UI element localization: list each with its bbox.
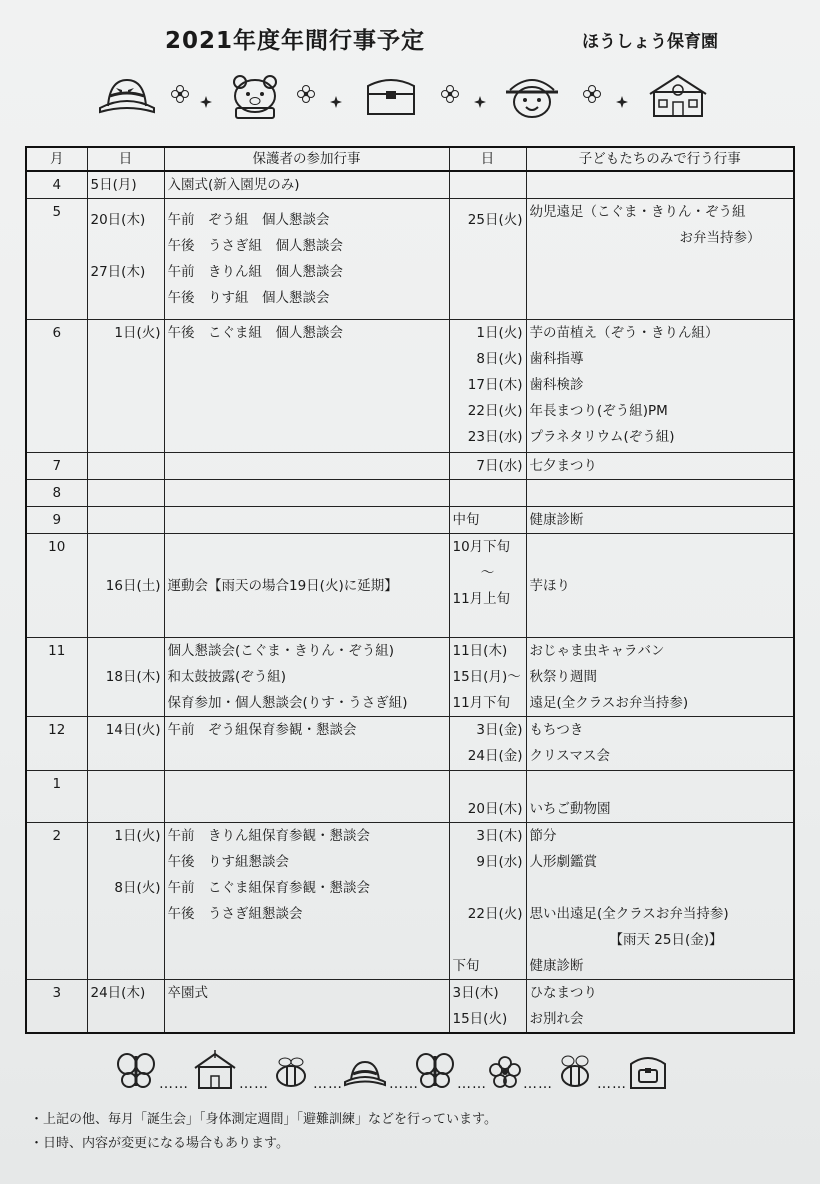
child-event-cell: おじゃま虫キャラバン 秋祭り週間 遠足(全クラスお弁当持参) <box>526 638 794 717</box>
month-cell: 11 <box>26 638 87 717</box>
month-cell: 10 <box>26 534 87 638</box>
child-day-cell: 25日(火) <box>449 199 526 320</box>
header-child-events: 子どもたちのみで行う行事 <box>526 147 794 171</box>
footer-notes <box>30 1108 497 1156</box>
table-row-december <box>26 717 794 771</box>
school-name: ほうしょう保育園 <box>582 32 718 52</box>
star-icon <box>330 96 342 108</box>
hat-icon <box>94 74 160 118</box>
bee-icon <box>271 1056 311 1088</box>
child-day-cell: 7日(水) <box>449 453 526 480</box>
table-row-november <box>26 638 794 717</box>
child-event-cell: 七夕まつり <box>526 453 794 480</box>
page-title: 2021年度年間行事予定 <box>165 28 426 54</box>
parent-event-cell <box>164 480 449 507</box>
school-icon <box>193 1050 237 1090</box>
table-row-march <box>26 980 794 1034</box>
child-event-cell: いちご動物園 <box>526 771 794 823</box>
child-event-cell <box>526 480 794 507</box>
month-cell: 3 <box>26 980 87 1034</box>
header-decoration <box>90 70 720 124</box>
flower-icon <box>296 84 316 104</box>
footer-dots: …… <box>523 1076 553 1092</box>
table-row-april <box>26 171 794 199</box>
flower-icon <box>440 84 460 104</box>
parent-day-cell <box>87 507 164 534</box>
header-month: 月 <box>26 147 87 171</box>
child-day-cell: 3日(木) 15日(火) <box>449 980 526 1034</box>
child-event-cell: 健康診断 <box>526 507 794 534</box>
footer-dots: …… <box>457 1076 487 1092</box>
parent-day-cell <box>87 453 164 480</box>
parent-event-cell: 卒園式 <box>164 980 449 1034</box>
parent-day-cell: 5日(月) <box>87 171 164 199</box>
bag-icon <box>362 74 420 118</box>
butterfly-icon <box>415 1050 455 1090</box>
parent-event-cell: 午前 きりん組保育参観・懇談会 午後 りす組懇談会 午前 こぐま組保育参観・懇談会 午後 うさぎ組懇談会 <box>164 823 449 980</box>
header-parent-events: 保護者の参加行事 <box>164 147 449 171</box>
month-cell: 6 <box>26 320 87 453</box>
table-row-june <box>26 320 794 453</box>
child-event-cell: 芋ほり <box>526 534 794 638</box>
parent-event-cell: 午前 ぞう組保育参観・懇談会 <box>164 717 449 771</box>
month-cell: 2 <box>26 823 87 980</box>
child-event-cell: ひなまつり お別れ会 <box>526 980 794 1034</box>
cherry-blossom-icon <box>489 1056 521 1088</box>
month-cell: 8 <box>26 480 87 507</box>
schedule-table <box>25 146 795 1034</box>
child-day-cell: 中旬 <box>449 507 526 534</box>
table-header-row <box>26 147 794 171</box>
parent-event-cell <box>164 507 449 534</box>
parent-day-cell: 1日(火) 8日(火) <box>87 823 164 980</box>
parent-day-cell <box>87 480 164 507</box>
footer-decoration <box>115 1048 675 1094</box>
parent-event-cell <box>164 453 449 480</box>
flower-icon <box>170 84 190 104</box>
parent-event-cell: 午後 こぐま組 個人懇談会 <box>164 320 449 453</box>
school-icon <box>646 72 710 118</box>
child-day-cell: 3日(木) 9日(水) 22日(火) 下旬 <box>449 823 526 980</box>
month-cell: 7 <box>26 453 87 480</box>
parent-day-cell: 14日(火) <box>87 717 164 771</box>
child-event-cell <box>526 171 794 199</box>
parent-day-cell: 16日(土) <box>87 534 164 638</box>
note-line: ・上記の他、毎月「誕生会」「身体測定週間」「避難訓練」などを行っています。 <box>30 1112 497 1127</box>
flower-icon <box>582 84 602 104</box>
parent-day-cell: 20日(木) 27日(木) <box>87 199 164 320</box>
table-row-february <box>26 823 794 980</box>
child-event-cell: 芋の苗植え（ぞう・きりん組） 歯科指導 歯科検診 年長まつり(ぞう組)PM プラネタリウム(ぞう組) <box>526 320 794 453</box>
hat-icon <box>343 1058 387 1088</box>
butterfly-icon <box>115 1050 157 1090</box>
backpack-icon <box>627 1050 669 1090</box>
star-icon <box>200 96 212 108</box>
header-child-day: 日 <box>449 147 526 171</box>
month-cell: 12 <box>26 717 87 771</box>
month-cell: 5 <box>26 199 87 320</box>
child-day-cell: 20日(木) <box>449 771 526 823</box>
footer-dots: …… <box>389 1076 419 1092</box>
star-icon <box>474 96 486 108</box>
month-cell: 1 <box>26 771 87 823</box>
child-day-cell: 1日(火) 8日(火) 17日(木) 22日(火) 23日(水) <box>449 320 526 453</box>
child-event-cell: 幼児遠足（こぐま・きりん・ぞう組 お弁当持参） <box>526 199 794 320</box>
note-line: ・日時、内容が変更になる場合もあります。 <box>30 1136 289 1151</box>
table-row-may <box>26 199 794 320</box>
star-icon <box>616 96 628 108</box>
child-event-cell: 節分 人形劇鑑賞 思い出遠足(全クラスお弁当持参) 【雨天 25日(金)】 健康診断 <box>526 823 794 980</box>
table-row-january <box>26 771 794 823</box>
child-icon <box>502 72 562 120</box>
bear-icon <box>228 72 282 120</box>
footer-dots: …… <box>159 1076 189 1092</box>
table-row-august <box>26 480 794 507</box>
child-day-cell <box>449 480 526 507</box>
child-day-cell: 11日(木) 15日(月)～ 11月下旬 <box>449 638 526 717</box>
child-day-cell <box>449 171 526 199</box>
parent-event-cell: 個人懇談会(こぐま・きりん・ぞう組) 和太鼓披露(ぞう組) 保育参加・個人懇談会(りす・うさぎ組) <box>164 638 449 717</box>
parent-event-cell: 午前 ぞう組 個人懇談会 午後 うさぎ組 個人懇談会 午前 きりん組 個人懇談会 午後 りす組 個人懇談会 <box>164 199 449 320</box>
parent-day-cell <box>87 771 164 823</box>
table-row-july <box>26 453 794 480</box>
parent-day-cell: 1日(火) <box>87 320 164 453</box>
child-day-cell: 10月下旬 ～ 11月上旬 <box>449 534 526 638</box>
header-parent-day: 日 <box>87 147 164 171</box>
parent-event-cell: 運動会【雨天の場合19日(火)に延期】 <box>164 534 449 638</box>
parent-day-cell: 18日(木) <box>87 638 164 717</box>
footer-dots: …… <box>313 1076 343 1092</box>
footer-dots: …… <box>239 1076 269 1092</box>
child-event-cell: もちつき クリスマス会 <box>526 717 794 771</box>
child-day-cell: 3日(金) 24日(金) <box>449 717 526 771</box>
table-row-september <box>26 507 794 534</box>
bee-icon <box>555 1052 595 1088</box>
parent-event-cell <box>164 771 449 823</box>
month-cell: 9 <box>26 507 87 534</box>
parent-event-cell: 入園式(新入園児のみ) <box>164 171 449 199</box>
footer-dots: …… <box>597 1076 627 1092</box>
table-row-october <box>26 534 794 638</box>
month-cell: 4 <box>26 171 87 199</box>
parent-day-cell: 24日(木) <box>87 980 164 1034</box>
